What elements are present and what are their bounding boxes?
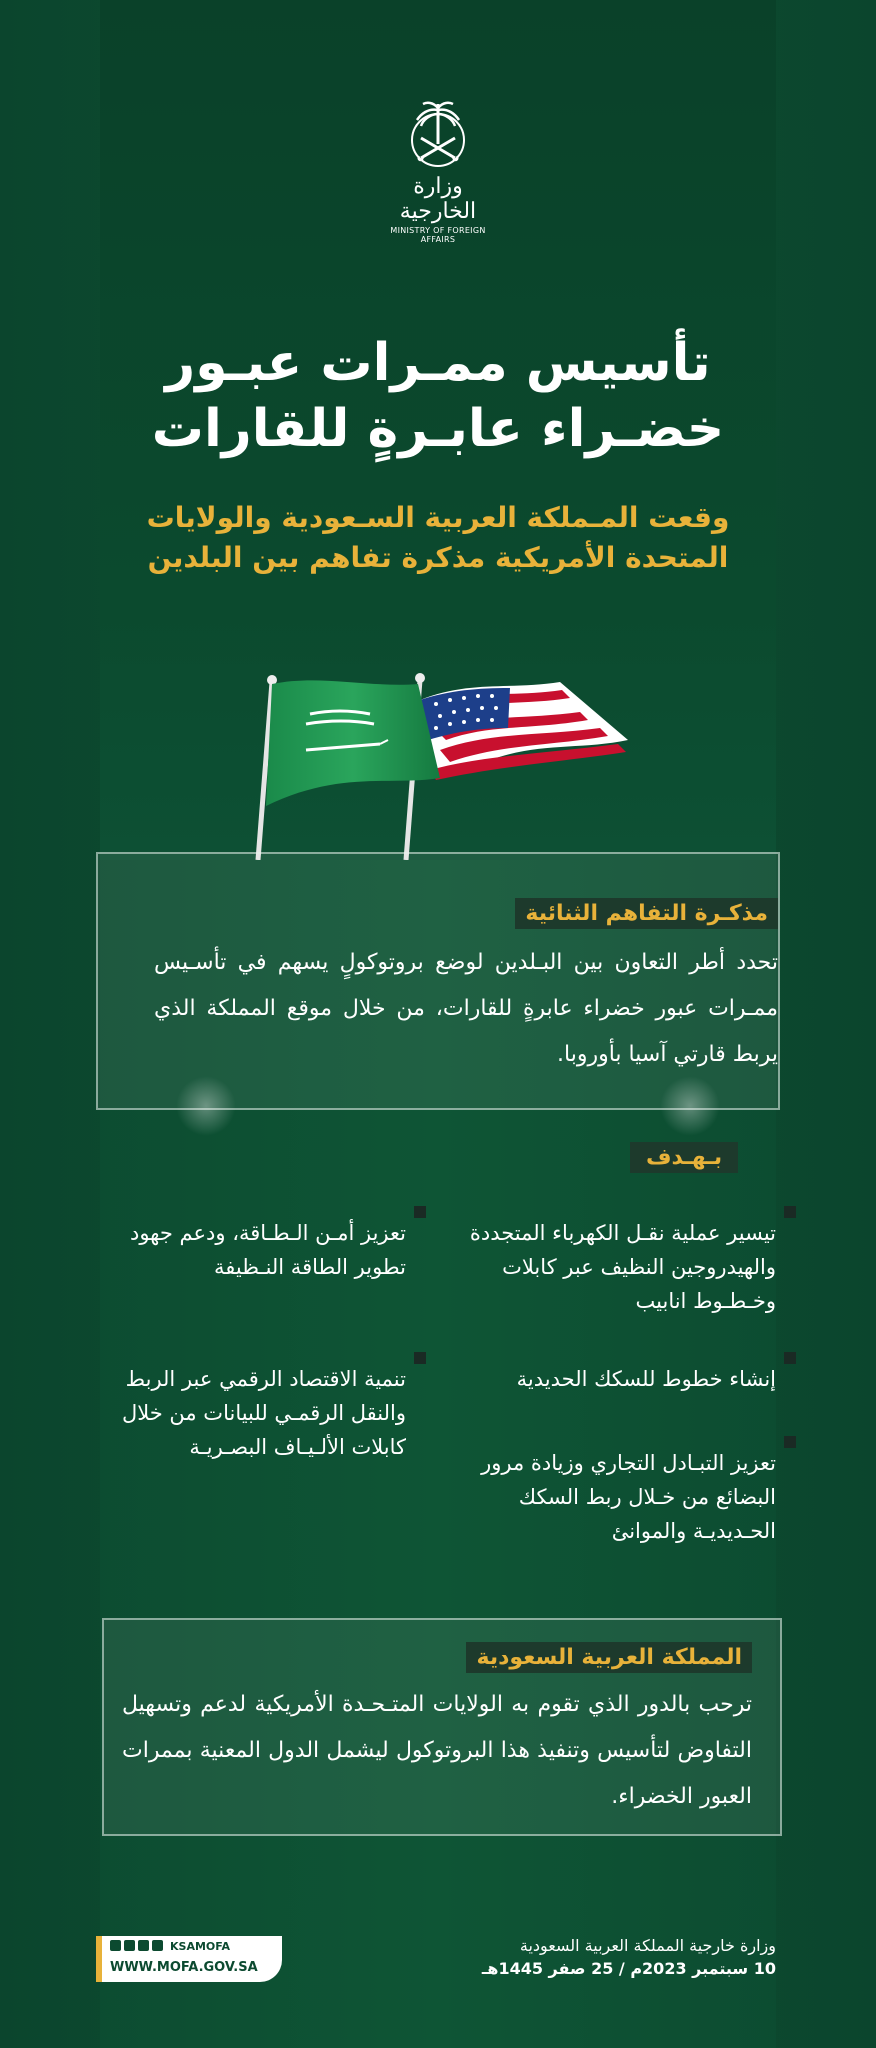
goal-text: إنشاء خطوط للسكك الحديدية [516,1367,776,1391]
goal-text: تنمية الاقتصاد الرقمي عبر الربط والنقل الرقمـي للبيانات من خلال كابلات الألـيـاف البصـريـة [121,1367,406,1459]
goal-text: تيسير عملية نقـل الكهرباء المتجددة والهيدروجين النظيف عبر كابلات وخـطـوط انابيب [469,1221,776,1313]
saudi-text: ترحب بالدور الذي تقوم به الولايات المتـحـدة الأمريكية لدعم وتسهيل التفاوض لتأسيس وتنفيذ هذا البروتوكول ليشمل الدول المعنية بممرات العبور الخضراء. [122,1692,752,1809]
bullet-square-icon [784,1352,796,1364]
social-footer-badge [96,1936,282,1982]
footer-date: 10 سبتمبر 2023م / 25 صفر 1445هـ [481,1959,776,1978]
x-icon[interactable] [152,1940,163,1951]
goal-item [456,1446,776,1548]
subtitle-line-1: وقعت المـملكة العربية السـعودية والولايات [146,501,730,534]
footer-info [436,1936,776,1978]
goal-item [456,1216,776,1318]
goal-text: تعزيز التبـادل التجاري وزيادة مرور البضائع من خـلال ربط السكك الحـديديـة والموانئ [481,1451,776,1543]
palm-swords-emblem-icon [403,100,473,172]
instagram-icon[interactable] [138,1940,149,1951]
social-icons [110,1940,230,1953]
goals-label: بـهـدف [630,1142,738,1173]
memo-label: مذكـرة التفاهم الثنائية [515,898,778,929]
website-link[interactable]: WWW.MOFA.GOV.SA [110,1960,258,1975]
bullet-square-icon [414,1206,426,1218]
light-glow [176,1076,236,1136]
background-stripe-left [0,0,100,2048]
memo-box [96,852,780,1110]
goal-item [456,1362,776,1396]
bullet-square-icon [784,1206,796,1218]
footer-org: وزارة خارجية المملكة العربية السعودية [519,1936,776,1955]
memo-text: تحدد أطر التعاون بين البـلدين لوضع بروتوكولٍ يسهم في تأسـيس ممـرات عبور خضراء عابرةٍ للقارات، من خلال موقع المملكة الذي يربط قارتي آسيا بأوروبا. [154,950,778,1067]
goal-item [96,1362,406,1464]
goal-item [96,1216,406,1284]
page-subtitle [100,498,776,578]
ministry-name-arabic: وزارة الخارجية [399,174,477,224]
bullet-square-icon [414,1352,426,1364]
ministry-logo [373,100,503,244]
saudi-us-flags-image [240,670,640,860]
light-glow [660,1076,720,1136]
social-handle[interactable]: KSAMOFA [170,1940,231,1953]
ministry-name-english: MINISTRY OF FOREIGN AFFAIRS [390,226,486,244]
saudi-label: المملكة العربية السعودية [466,1642,752,1673]
saudi-statement-box [102,1618,782,1836]
title-line-1: تأسيس ممـرات عبـور [165,333,711,393]
page-title [100,330,776,462]
facebook-icon[interactable] [124,1940,135,1951]
subtitle-line-2: المتحدة الأمريكية مذكرة تفاهم بين البلدين [147,541,729,574]
goal-text: تعزيز أمـن الـطـاقة، ودعم جهود تطوير الطاقة النـظيفة [129,1221,406,1279]
background-stripe-right [776,0,876,2048]
bullet-square-icon [784,1436,796,1448]
youtube-icon[interactable] [110,1940,121,1951]
us-flag-icon [420,682,628,780]
title-line-2: خضـراء عابـرةٍ للقارات [151,399,725,459]
